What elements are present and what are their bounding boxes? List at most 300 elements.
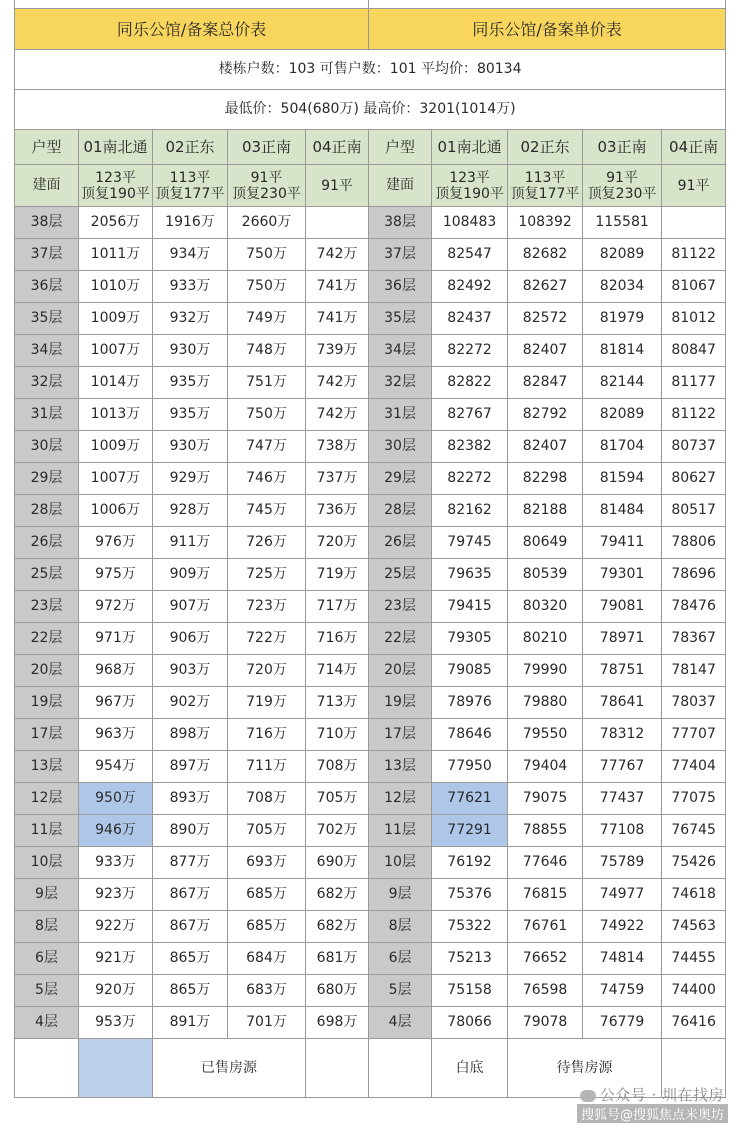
- unit-unit-price-cell: 82298: [508, 463, 583, 495]
- total-price-cell: 722万: [228, 623, 306, 655]
- total-floor-label: 23层: [15, 591, 79, 623]
- unit-unit-price-cell: 77621: [432, 783, 508, 815]
- area-primary: 123平: [95, 169, 136, 186]
- unit-unit-price-cell: 77767: [583, 751, 662, 783]
- unit-floor-label: 17层: [369, 719, 432, 751]
- unit-unit-price-cell: 79404: [508, 751, 583, 783]
- unit-col-header-4: 04正南: [662, 130, 726, 165]
- total-price-cell: 933万: [79, 847, 153, 879]
- info-row-1: [15, 50, 726, 90]
- unit-unit-price-cell: 74563: [662, 911, 726, 943]
- unit-unit-price-cell: 75322: [432, 911, 508, 943]
- top-strip-right: [369, 0, 726, 9]
- table-row: [15, 623, 726, 655]
- total-price-cell: 865万: [153, 975, 228, 1007]
- total-price-cell: 748万: [228, 335, 306, 367]
- unit-floor-label: 20层: [369, 655, 432, 687]
- total-price-cell: 685万: [228, 879, 306, 911]
- unit-col-header-1: 01南北通: [432, 130, 508, 165]
- top-strip-row: [15, 0, 726, 9]
- total-floor-label: 22层: [15, 623, 79, 655]
- total-price-cell: 742万: [306, 399, 369, 431]
- total-floor-label: 19层: [15, 687, 79, 719]
- total-floor-label: 37层: [15, 239, 79, 271]
- legend-blank-2: [306, 1039, 369, 1098]
- total-price-cell: 708万: [306, 751, 369, 783]
- top-strip-left: [15, 0, 369, 9]
- total-price-cell: 953万: [79, 1007, 153, 1039]
- unit-floor-label: 19层: [369, 687, 432, 719]
- unit-unit-price-cell: 74922: [583, 911, 662, 943]
- total-price-cell: 705万: [306, 783, 369, 815]
- unit-area-header-3: [583, 165, 662, 207]
- total-floor-label: 12层: [15, 783, 79, 815]
- unit-unit-price-cell: 108392: [508, 207, 583, 239]
- area-top-duplex: 顶复190平: [435, 185, 504, 202]
- unit-unit-price-cell: 74759: [583, 975, 662, 1007]
- total-price-cell: 705万: [228, 815, 306, 847]
- total-price-cell: 683万: [228, 975, 306, 1007]
- area-primary: 91平: [677, 177, 710, 194]
- total-jianmian-header: 建面: [15, 165, 79, 207]
- total-price-cell: 725万: [228, 559, 306, 591]
- total-price-cell: 867万: [153, 911, 228, 943]
- total-area-header-4: [306, 165, 369, 207]
- watermark-wechat: [580, 1084, 724, 1105]
- table-row: [15, 591, 726, 623]
- total-area-header-1: [79, 165, 153, 207]
- unit-unit-price-cell: 75789: [583, 847, 662, 879]
- unit-unit-price-cell: 80649: [508, 527, 583, 559]
- unit-floor-label: 31层: [369, 399, 432, 431]
- unit-unit-price-cell: 82627: [508, 271, 583, 303]
- unit-unit-price-cell: 76761: [508, 911, 583, 943]
- unit-unit-price-cell: 81979: [583, 303, 662, 335]
- unit-unit-price-cell: 77108: [583, 815, 662, 847]
- table-row: [15, 207, 726, 239]
- total-price-cell: 736万: [306, 495, 369, 527]
- unit-unit-price-cell: 80737: [662, 431, 726, 463]
- unit-unit-price-cell: 75158: [432, 975, 508, 1007]
- unit-unit-price-cell: 81122: [662, 399, 726, 431]
- unit-unit-price-cell: 80320: [508, 591, 583, 623]
- total-floor-label: 17层: [15, 719, 79, 751]
- total-price-cell: 682万: [306, 879, 369, 911]
- total-price-cell: 893万: [153, 783, 228, 815]
- total-price-cell: 681万: [306, 943, 369, 975]
- unit-type-header-row: [15, 130, 726, 165]
- unit-floor-label: 35层: [369, 303, 432, 335]
- table-row: [15, 783, 726, 815]
- total-price-cell: 975万: [79, 559, 153, 591]
- unit-unit-price-cell: 79301: [583, 559, 662, 591]
- legend-sold-label: 已售房源: [153, 1039, 306, 1098]
- unit-unit-price-cell: 79415: [432, 591, 508, 623]
- total-huxing-header: 户型: [15, 130, 79, 165]
- unit-unit-price-cell: 78641: [583, 687, 662, 719]
- unit-floor-label: 9层: [369, 879, 432, 911]
- total-price-cell: 971万: [79, 623, 153, 655]
- unit-unit-price-cell: 79550: [508, 719, 583, 751]
- unit-unit-price-cell: 79880: [508, 687, 583, 719]
- price-table: [14, 0, 726, 1098]
- unit-unit-price-cell: 82792: [508, 399, 583, 431]
- total-price-cell: 950万: [79, 783, 153, 815]
- total-price-cell: 929万: [153, 463, 228, 495]
- total-floor-label: 29层: [15, 463, 79, 495]
- total-price-cell: [306, 207, 369, 239]
- total-price-cell: 954万: [79, 751, 153, 783]
- total-price-cell: 902万: [153, 687, 228, 719]
- unit-unit-price-cell: 81012: [662, 303, 726, 335]
- total-price-cell: 749万: [228, 303, 306, 335]
- total-price-cell: 739万: [306, 335, 369, 367]
- total-price-cell: 920万: [79, 975, 153, 1007]
- unit-floor-label: 11层: [369, 815, 432, 847]
- table-row: [15, 463, 726, 495]
- total-price-cell: 930万: [153, 335, 228, 367]
- unit-unit-price-cell: 80627: [662, 463, 726, 495]
- unit-floor-label: 37层: [369, 239, 432, 271]
- total-price-cell: 2056万: [79, 207, 153, 239]
- table-row: [15, 559, 726, 591]
- unit-unit-price-cell: 115581: [583, 207, 662, 239]
- total-price-cell: 684万: [228, 943, 306, 975]
- total-price-cell: 698万: [306, 1007, 369, 1039]
- unit-unit-price-cell: 79075: [508, 783, 583, 815]
- area-primary: 113平: [169, 169, 211, 186]
- unit-floor-label: 34层: [369, 335, 432, 367]
- unit-unit-price-cell: 82407: [508, 431, 583, 463]
- unit-unit-price-cell: 79745: [432, 527, 508, 559]
- total-price-cell: 701万: [228, 1007, 306, 1039]
- total-price-cell: 930万: [153, 431, 228, 463]
- unit-unit-price-cell: 79081: [583, 591, 662, 623]
- total-price-cell: 928万: [153, 495, 228, 527]
- unit-unit-price-cell: 81177: [662, 367, 726, 399]
- unit-unit-price-cell: 82272: [432, 463, 508, 495]
- unit-unit-price-cell: 77404: [662, 751, 726, 783]
- total-price-cell: 897万: [153, 751, 228, 783]
- area-primary: 113平: [524, 169, 566, 186]
- total-price-cell: 720万: [228, 655, 306, 687]
- total-price-cell: 680万: [306, 975, 369, 1007]
- unit-unit-price-cell: 82089: [583, 239, 662, 271]
- unit-unit-price-cell: 78037: [662, 687, 726, 719]
- unit-unit-price-cell: 76598: [508, 975, 583, 1007]
- total-floor-label: 38层: [15, 207, 79, 239]
- legend-white-label: 白底: [432, 1039, 508, 1098]
- price-range-summary: 最低价：504(680万) 最高价：3201(1014万): [15, 90, 726, 130]
- total-price-cell: 922万: [79, 911, 153, 943]
- total-floor-label: 36层: [15, 271, 79, 303]
- total-price-cell: 1009万: [79, 431, 153, 463]
- unit-unit-price-cell: 82188: [508, 495, 583, 527]
- total-price-cell: 911万: [153, 527, 228, 559]
- total-price-cell: 751万: [228, 367, 306, 399]
- unit-unit-price-cell: 81594: [583, 463, 662, 495]
- area-top-duplex: 顶复230平: [232, 185, 301, 202]
- total-price-cell: 906万: [153, 623, 228, 655]
- unit-price-title: 同乐公馆/备案单价表: [369, 9, 726, 50]
- unit-unit-price-cell: 76652: [508, 943, 583, 975]
- area-top-duplex: 顶复230平: [587, 185, 657, 202]
- total-price-cell: 737万: [306, 463, 369, 495]
- unit-unit-price-cell: 82492: [432, 271, 508, 303]
- total-price-cell: 685万: [228, 911, 306, 943]
- total-price-cell: 891万: [153, 1007, 228, 1039]
- unit-unit-price-cell: 78147: [662, 655, 726, 687]
- total-price-cell: 711万: [228, 751, 306, 783]
- total-price-cell: 2660万: [228, 207, 306, 239]
- total-price-cell: 909万: [153, 559, 228, 591]
- total-price-cell: 946万: [79, 815, 153, 847]
- total-price-cell: 935万: [153, 399, 228, 431]
- table-row: [15, 495, 726, 527]
- total-floor-label: 11层: [15, 815, 79, 847]
- total-price-cell: 719万: [306, 559, 369, 591]
- unit-floor-label: 8层: [369, 911, 432, 943]
- total-floor-label: 4层: [15, 1007, 79, 1039]
- total-price-cell: 702万: [306, 815, 369, 847]
- wechat-icon: [580, 1090, 596, 1102]
- total-price-cell: 1006万: [79, 495, 153, 527]
- unit-unit-price-cell: 82767: [432, 399, 508, 431]
- unit-floor-label: 30层: [369, 431, 432, 463]
- total-price-cell: 719万: [228, 687, 306, 719]
- total-area-header-3: [228, 165, 306, 207]
- unit-area-header-2: [508, 165, 583, 207]
- unit-col-header-3: 03正南: [583, 130, 662, 165]
- total-price-cell: 708万: [228, 783, 306, 815]
- unit-unit-price-cell: 77646: [508, 847, 583, 879]
- total-price-cell: 1011万: [79, 239, 153, 271]
- legend-blank-1: [15, 1039, 79, 1098]
- unit-unit-price-cell: 82407: [508, 335, 583, 367]
- total-price-cell: 921万: [79, 943, 153, 975]
- unit-unit-price-cell: 76416: [662, 1007, 726, 1039]
- unit-unit-price-cell: 82382: [432, 431, 508, 463]
- unit-jianmian-header: 建面: [369, 165, 432, 207]
- unit-floor-label: 12层: [369, 783, 432, 815]
- unit-unit-price-cell: 78976: [432, 687, 508, 719]
- area-primary: 91平: [250, 169, 283, 186]
- unit-unit-price-cell: 78696: [662, 559, 726, 591]
- total-floor-label: 32层: [15, 367, 79, 399]
- unit-floor-label: 26层: [369, 527, 432, 559]
- table-body: [15, 0, 726, 1098]
- total-price-cell: 968万: [79, 655, 153, 687]
- total-floor-label: 20层: [15, 655, 79, 687]
- table-row: [15, 271, 726, 303]
- unit-unit-price-cell: 77291: [432, 815, 508, 847]
- total-price-cell: 742万: [306, 367, 369, 399]
- total-price-cell: 934万: [153, 239, 228, 271]
- total-col-header-3: 03正南: [228, 130, 306, 165]
- unit-unit-price-cell: 82682: [508, 239, 583, 271]
- total-price-cell: 1007万: [79, 463, 153, 495]
- legend-pending-label: 待售房源: [508, 1039, 662, 1098]
- total-price-cell: 710万: [306, 719, 369, 751]
- total-price-cell: 690万: [306, 847, 369, 879]
- total-price-cell: 717万: [306, 591, 369, 623]
- unit-huxing-header: 户型: [369, 130, 432, 165]
- total-price-cell: 923万: [79, 879, 153, 911]
- table-row: [15, 527, 726, 559]
- total-price-cell: 742万: [306, 239, 369, 271]
- unit-floor-label: 4层: [369, 1007, 432, 1039]
- unit-floor-label: 36层: [369, 271, 432, 303]
- unit-unit-price-cell: 81484: [583, 495, 662, 527]
- unit-unit-price-cell: 78855: [508, 815, 583, 847]
- total-price-cell: 1007万: [79, 335, 153, 367]
- unit-unit-price-cell: 74977: [583, 879, 662, 911]
- area-primary: 91平: [606, 169, 638, 186]
- table-row: [15, 719, 726, 751]
- unit-floor-label: 5层: [369, 975, 432, 1007]
- total-price-cell: 932万: [153, 303, 228, 335]
- unit-floor-label: 22层: [369, 623, 432, 655]
- unit-unit-price-cell: 78806: [662, 527, 726, 559]
- total-price-cell: 972万: [79, 591, 153, 623]
- area-primary: 123平: [449, 169, 490, 186]
- total-price-cell: 738万: [306, 431, 369, 463]
- table-row: [15, 239, 726, 271]
- total-floor-label: 9层: [15, 879, 79, 911]
- total-floor-label: 30层: [15, 431, 79, 463]
- total-floor-label: 5层: [15, 975, 79, 1007]
- unit-col-header-2: 02正东: [508, 130, 583, 165]
- total-price-cell: 693万: [228, 847, 306, 879]
- unit-unit-price-cell: 79078: [508, 1007, 583, 1039]
- unit-floor-label: 29层: [369, 463, 432, 495]
- unit-floor-label: 6层: [369, 943, 432, 975]
- table-row: [15, 687, 726, 719]
- total-price-cell: 903万: [153, 655, 228, 687]
- total-price-cell: 750万: [228, 399, 306, 431]
- total-price-title: 同乐公馆/备案总价表: [15, 9, 369, 50]
- total-floor-label: 28层: [15, 495, 79, 527]
- total-price-cell: 907万: [153, 591, 228, 623]
- table-row: [15, 1007, 726, 1039]
- table-row: [15, 943, 726, 975]
- total-price-cell: 741万: [306, 303, 369, 335]
- total-price-cell: 1009万: [79, 303, 153, 335]
- total-price-cell: 898万: [153, 719, 228, 751]
- total-price-cell: 745万: [228, 495, 306, 527]
- table-row: [15, 879, 726, 911]
- total-price-cell: 865万: [153, 943, 228, 975]
- unit-unit-price-cell: 80517: [662, 495, 726, 527]
- total-price-cell: 933万: [153, 271, 228, 303]
- total-col-header-1: 01南北通: [79, 130, 153, 165]
- table-row: [15, 847, 726, 879]
- total-price-cell: 1916万: [153, 207, 228, 239]
- unit-unit-price-cell: 78312: [583, 719, 662, 751]
- table-row: [15, 815, 726, 847]
- unit-area-header-4: [662, 165, 726, 207]
- legend-sold-swatch: [79, 1039, 153, 1098]
- unit-unit-price-cell: 81122: [662, 239, 726, 271]
- unit-unit-price-cell: 82437: [432, 303, 508, 335]
- unit-unit-price-cell: 79305: [432, 623, 508, 655]
- total-price-cell: 714万: [306, 655, 369, 687]
- unit-unit-price-cell: 77437: [583, 783, 662, 815]
- unit-floor-label: 32层: [369, 367, 432, 399]
- total-price-cell: 716万: [228, 719, 306, 751]
- unit-unit-price-cell: 79635: [432, 559, 508, 591]
- unit-floor-label: 10层: [369, 847, 432, 879]
- unit-unit-price-cell: 82144: [583, 367, 662, 399]
- unit-unit-price-cell: 78646: [432, 719, 508, 751]
- unit-unit-price-cell: 78971: [583, 623, 662, 655]
- unit-floor-label: 38层: [369, 207, 432, 239]
- unit-unit-price-cell: 79411: [583, 527, 662, 559]
- unit-floor-label: 13层: [369, 751, 432, 783]
- unit-unit-price-cell: [662, 207, 726, 239]
- unit-unit-price-cell: 76779: [583, 1007, 662, 1039]
- table-row: [15, 655, 726, 687]
- total-floor-label: 10层: [15, 847, 79, 879]
- unit-unit-price-cell: 77075: [662, 783, 726, 815]
- area-top-duplex: 顶复177平: [510, 185, 580, 202]
- total-price-cell: 967万: [79, 687, 153, 719]
- unit-unit-price-cell: 79990: [508, 655, 583, 687]
- unit-unit-price-cell: 77707: [662, 719, 726, 751]
- total-price-cell: 723万: [228, 591, 306, 623]
- total-price-cell: 867万: [153, 879, 228, 911]
- unit-unit-price-cell: 82572: [508, 303, 583, 335]
- area-top-duplex: 顶复190平: [81, 185, 150, 202]
- total-col-header-4: 04正南: [306, 130, 369, 165]
- unit-unit-price-cell: 82547: [432, 239, 508, 271]
- unit-unit-price-cell: 82034: [583, 271, 662, 303]
- area-primary: 91平: [321, 177, 353, 194]
- unit-unit-price-cell: 82272: [432, 335, 508, 367]
- unit-unit-price-cell: 76192: [432, 847, 508, 879]
- unit-unit-price-cell: 78476: [662, 591, 726, 623]
- legend-blank-3: [369, 1039, 432, 1098]
- total-col-header-2: 02正东: [153, 130, 228, 165]
- total-price-cell: 1014万: [79, 367, 153, 399]
- unit-unit-price-cell: 82089: [583, 399, 662, 431]
- unit-unit-price-cell: 74618: [662, 879, 726, 911]
- unit-area-header-1: [432, 165, 508, 207]
- table-row: [15, 975, 726, 1007]
- total-floor-label: 35层: [15, 303, 79, 335]
- total-price-cell: 720万: [306, 527, 369, 559]
- area-header-row: [15, 165, 726, 207]
- total-floor-label: 34层: [15, 335, 79, 367]
- total-price-cell: 750万: [228, 271, 306, 303]
- building-summary: 楼栋户数：103 可售户数：101 平均价：80134: [15, 50, 726, 90]
- unit-unit-price-cell: 76815: [508, 879, 583, 911]
- unit-unit-price-cell: 79085: [432, 655, 508, 687]
- unit-unit-price-cell: 81704: [583, 431, 662, 463]
- total-price-cell: 935万: [153, 367, 228, 399]
- unit-unit-price-cell: 76745: [662, 815, 726, 847]
- unit-unit-price-cell: 82847: [508, 367, 583, 399]
- unit-unit-price-cell: 78066: [432, 1007, 508, 1039]
- title-row: [15, 9, 726, 50]
- total-price-cell: 716万: [306, 623, 369, 655]
- unit-unit-price-cell: 78367: [662, 623, 726, 655]
- unit-unit-price-cell: 82162: [432, 495, 508, 527]
- table-row: [15, 431, 726, 463]
- total-floor-label: 8层: [15, 911, 79, 943]
- total-floor-label: 6层: [15, 943, 79, 975]
- total-price-cell: 976万: [79, 527, 153, 559]
